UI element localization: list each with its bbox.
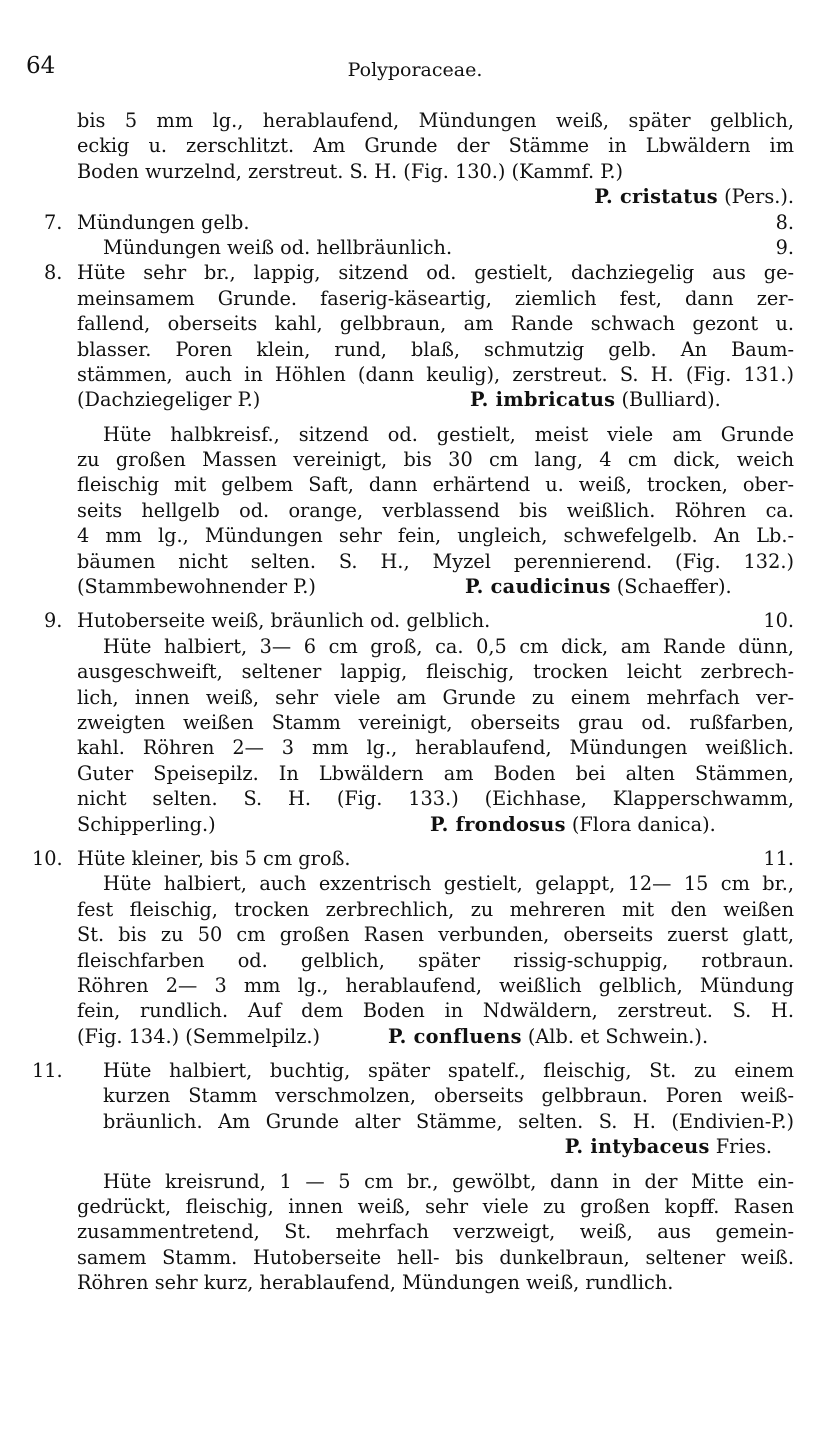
text-line: Hüte sehr br., lappig, sitzend od. gestielt, dachziegelig aus ge- [77, 261, 794, 285]
text-line: eckig u. zerschlitzt. Am Grunde der Stämme in Lbwäldern im [77, 134, 794, 158]
text-line: Hüte halbiert, 3— 6 cm groß, ca. 0,5 cm dick, am Rande dünn, [103, 634, 794, 658]
key-lead: Hutoberseite weiß, bräunlich od. gelblich. [77, 609, 491, 633]
text-line: zweigten weißen Stamm vereinigt, oberseits grau od. rußfarben, [77, 710, 794, 734]
key-8 [0, 260, 830, 412]
paragraph-final [0, 1169, 830, 1296]
key-reference: 11. [763, 846, 794, 870]
key-reference: 10. [763, 609, 794, 633]
text-line: fein, rundlich. Auf dem Boden in Ndwäldern, zerstreut. S. H. [77, 999, 794, 1023]
species-name: P. frondosus [430, 812, 566, 836]
species-name: P. confluens [388, 1024, 522, 1048]
text-line: ausgeschweift, seltener lappig, fleischig, trocken leicht zerbrech- [77, 660, 794, 684]
key-7 [0, 210, 830, 261]
key-9 [0, 608, 830, 837]
text-line: Hüte kreisrund, 1 — 5 cm br., gewölbt, dann in der Mitte ein- [103, 1169, 794, 1193]
text-line: Röhren sehr kurz, herablaufend, Mündungen weiß, rundlich. [77, 1271, 674, 1295]
page-number: 64 [26, 53, 56, 79]
key-number: 9. [44, 609, 63, 633]
key-reference: 9. [775, 235, 794, 259]
key-10 [0, 846, 830, 1049]
common-name: (Stammbewohnender P.) [77, 575, 316, 599]
species-name: P. imbricatus [470, 388, 616, 412]
species-name-line [430, 812, 716, 837]
key-lead: Hüte kleiner, bis 5 cm groß. [77, 846, 351, 870]
text-line: fleischfarben od. gelblich, später rissig-schuppig, rotbraun. [77, 948, 794, 972]
text-line: 4 mm lg., Mündungen sehr fein, ungleich, schwefelgelb. An Lb.- [77, 524, 794, 548]
text-line: meinsamem Grunde. faserig-käseartig, ziemlich fest, dann zer- [77, 286, 794, 310]
text-line: nicht selten. S. H. (Fig. 133.) (Eichhase, Klapperschwamm, [77, 787, 794, 811]
key-11 [0, 1058, 830, 1160]
common-name: Schipperling.) [77, 812, 216, 836]
text-line: kahl. Röhren 2— 3 mm lg., herablaufend, Mündungen weißlich. [77, 736, 794, 760]
text-line: stämmen, auch in Höhlen (dann keulig), zerstreut. S. H. (Fig. 131.) [77, 362, 794, 386]
text-line: gedrückt, fleischig, innen weiß, sehr viele zu großen kopff. Rasen [77, 1195, 794, 1219]
key-reference: 8. [775, 210, 794, 234]
text-line: samem Stamm. Hutoberseite hell- bis dunkelbraun, seltener weiß. [77, 1245, 794, 1269]
text-line: fest fleischig, trocken zerbrechlich, zu mehreren mit den weißen [77, 897, 794, 921]
text-line: Guter Speisepilz. In Lbwäldern am Boden bei alten Stämmen, [77, 761, 794, 785]
text-line: bis 5 mm lg., herablaufend, Mündungen weiß, später gelblich, [77, 109, 794, 132]
species-author: (Pers.). [717, 185, 794, 209]
text-line: bräunlich. Am Grunde alter Stämme, selten. S. H. (Endivien-P.) [103, 1109, 794, 1133]
text-line: fleischig mit gelbem Saft, dann erhärtend u. weiß, trocken, ober- [77, 473, 794, 497]
species-name-line [565, 1134, 772, 1159]
species-author: (Flora danica). [565, 812, 716, 836]
species-name: P. caudicinus [465, 575, 611, 599]
text-line: fallend, oberseits kahl, gelbbraun, am Rande schwach gezont u. [77, 312, 794, 336]
text-line: Hüte halbiert, buchtig, später spatelf., fleischig, St. zu einem [103, 1059, 794, 1083]
key-lead: Mündungen weiß od. hellbräunlich. [103, 235, 453, 259]
species-name-line [388, 1024, 708, 1049]
key-number: 7. [44, 210, 63, 234]
common-name: (Dachziegeliger P.) [77, 388, 261, 412]
species-name-line [465, 574, 732, 599]
key-number: 8. [44, 261, 63, 285]
paragraph-cristatus [0, 108, 830, 210]
key-number: 11. [32, 1059, 63, 1083]
text-line: Röhren 2— 3 mm lg., herablaufend, weißlich gelblich, Mündung [77, 973, 794, 997]
running-title: Polyporaceae. [347, 59, 483, 81]
page-body [0, 108, 830, 1296]
text-line: zu großen Massen vereinigt, bis 30 cm lang, 4 cm dick, weich [77, 448, 794, 472]
species-author: (Bulliard). [615, 388, 721, 412]
species-name: P. intybaceus [564, 1135, 710, 1159]
text-line: Hüte halbiert, auch exzentrisch gestielt, gelappt, 12— 15 cm br., [103, 872, 794, 896]
key-lead: Mündungen gelb. [77, 210, 250, 234]
species-author: (Alb. et Schwein.). [521, 1024, 709, 1048]
text-line: lich, innen weiß, sehr viele am Grunde zu einem mehrfach ver- [77, 685, 794, 709]
common-name: (Fig. 134.) (Semmelpilz.) [77, 1024, 321, 1048]
species-name-line [470, 387, 721, 412]
paragraph-caudicinus [0, 422, 830, 600]
text-line: bäumen nicht selten. S. H., Myzel perennierend. (Fig. 132.) [77, 549, 794, 573]
species-name-line [594, 184, 794, 209]
text-line: blasser. Poren klein, rund, blaß, schmutzig gelb. An Baum- [77, 337, 794, 361]
text-line: seits hellgelb od. orange, verblassend bis weißlich. Röhren ca. [77, 498, 794, 522]
text-line: Hüte halbkreisf., sitzend od. gestielt, meist viele am Grunde [103, 422, 794, 446]
species-name: P. cristatus [594, 185, 718, 209]
text-line: kurzen Stamm verschmolzen, oberseits gelbbraun. Poren weiß- [103, 1084, 794, 1108]
species-author: (Schaeffer). [610, 575, 732, 599]
text-line: Boden wurzelnd, zerstreut. S. H. (Fig. 130.) (Kammf. P.) [77, 159, 623, 183]
key-number: 10. [32, 846, 63, 870]
text-line: zusammentretend, St. mehrfach verzweigt, weiß, aus gemein- [77, 1220, 794, 1244]
text-line: St. bis zu 50 cm großen Rasen verbunden, oberseits zuerst glatt, [77, 923, 794, 947]
species-author: Fries. [709, 1135, 772, 1159]
